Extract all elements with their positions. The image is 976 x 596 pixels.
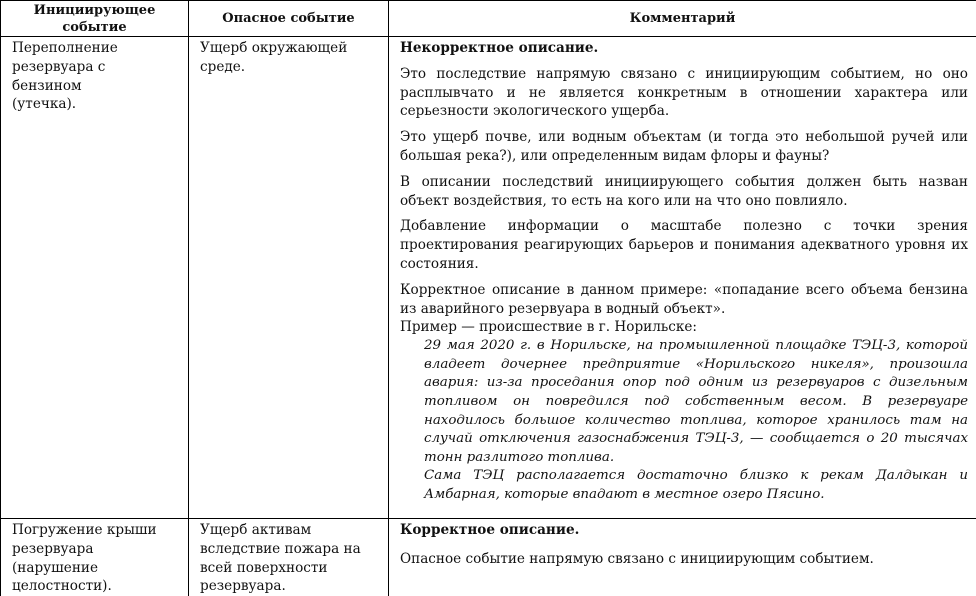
- comment-heading: Некорректное описание.: [400, 40, 599, 56]
- cell-initiating-event: Переполнение резервуара с бензином (утечка).: [1, 37, 189, 519]
- table-row: [1, 37, 976, 519]
- table-header-row: [1, 1, 976, 37]
- comment-paragraph: Корректное описание в данном примере: «попадание всего объема бензина из аварийного резервуара в водный объект».: [400, 281, 968, 317]
- comment-heading: Корректное описание.: [400, 522, 580, 538]
- cell-initiating-event: Погружение крыши резервуара (нарушение целостности).: [1, 519, 189, 596]
- cell-hazard-event: Ущерб активам вследствие пожара на всей поверхности резервуара.: [189, 519, 389, 596]
- comment-paragraph: Добавление информации о масштабе полезно с точки зрения проектирования реагирующих барьеров и понимания адекватного уровня их состояния.: [400, 218, 968, 272]
- cell-comment: [389, 37, 976, 519]
- comment-paragraph: Это ущерб почве, или водным объектам (и тогда это небольшой ручей или большая река?), или определенным видам флоры и фауны?: [400, 129, 968, 164]
- header-hazard-event: Опасное событие: [189, 1, 389, 37]
- cell-comment: [389, 519, 976, 596]
- example-quote: 29 мая 2020 г. в Норильске, на промышленной площадке ТЭЦ-3, которой владеет дочернее предприятие «Норильского никеля», произошла авария: из-за проседания опор под одним из резервуаров с дизельным топливом он повредился под собственным весом. В резервуаре находилось большое количество топлива, которое хранилось там на случай отключения газоснабжения ТЭЦ-3, — сообщается о 20 тысячах тонн разлитого топлива.: [424, 338, 968, 465]
- comment-paragraph: Это последствие напрямую связано с инициирующим событием, но оно расплывчато и не является конкретным в отношении характера или серьезности экологического ущерба.: [400, 65, 968, 120]
- comment-paragraph: В описании последствий инициирующего события должен быть назван объект воздействия, то есть на кого или на что оно повлияло.: [400, 173, 968, 209]
- comment-paragraph: Опасное событие напрямую связано с инициирующим событием.: [400, 550, 874, 567]
- header-initiating-event: Инициирующее событие: [1, 1, 189, 37]
- example-intro: Пример — происшествие в г. Норильске:: [400, 319, 697, 336]
- cell-hazard-event: Ущерб окружающей среде.: [189, 37, 389, 519]
- example-quote: Сама ТЭЦ располагается достаточно близко к рекам Далдыкан и Амбарная, которые впадают в местное озеро Пясино.: [424, 468, 968, 502]
- table-row: [1, 519, 976, 596]
- header-comment: Комментарий: [389, 1, 976, 37]
